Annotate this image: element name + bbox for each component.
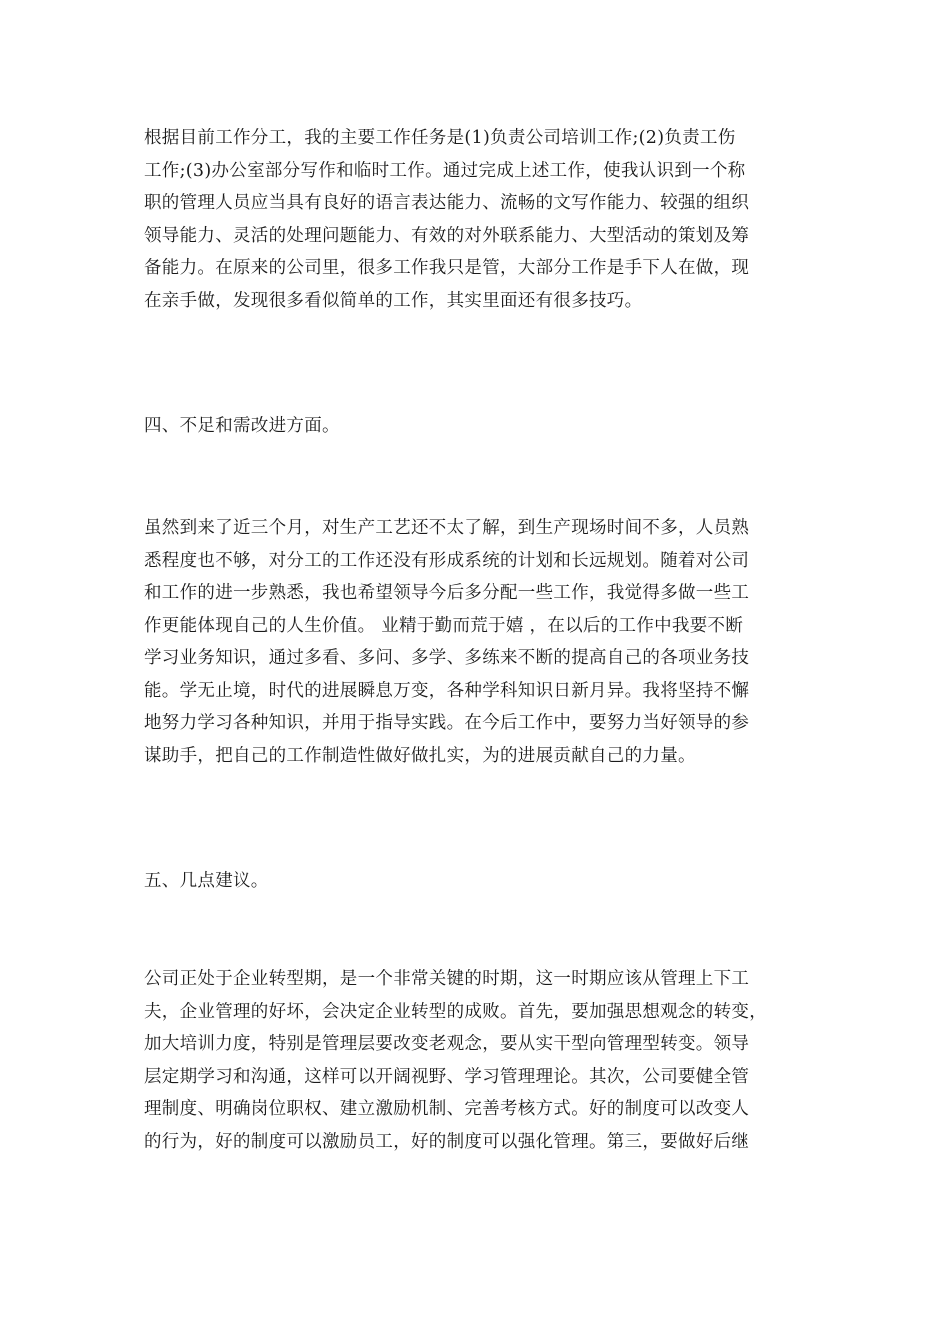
text-line: 根据目前工作分工，我的主要工作任务是(1)负责公司培训工作;(2)负责工伤 bbox=[144, 128, 736, 148]
text-line: 理制度、明确岗位职权、建立激励机制、完善考核方式。好的制度可以改变人 bbox=[144, 1099, 750, 1119]
text-line: 公司正处于企业转型期，是一个非常关键的时期，这一时期应该从管理上下工 bbox=[144, 969, 750, 989]
paragraph-work-tasks bbox=[144, 122, 808, 317]
text-line: 谋助手，把自己的工作制造性做好做扎实，为的进展贡献自己的力量。 bbox=[144, 745, 696, 766]
text-line: 职的管理人员应当具有良好的语言表达能力、流畅的文写作能力、较强的组织 bbox=[144, 193, 750, 213]
text-line: 在亲手做，发现很多看似简单的工作，其实里面还有很多技巧。 bbox=[144, 290, 643, 311]
text-line: 地努力学习各种知识，并用于指导实践。在今后工作中，要努力当好领导的参 bbox=[144, 713, 750, 733]
text-line: 作更能体现自己的人生价值。 业精于勤而荒于嬉 ，在以后的工作中我要不断 bbox=[144, 615, 744, 636]
section-heading-suggestions: 五、几点建议。 bbox=[144, 871, 269, 891]
text-line: 工作;(3)办公室部分写作和临时工作。通过完成上述工作，使我认识到一个称 bbox=[144, 160, 746, 181]
text-line: 和工作的进一步熟悉，我也希望领导今后多分配一些工作，我觉得多做一些工 bbox=[144, 583, 750, 603]
paragraph-suggestions bbox=[144, 963, 808, 1158]
text-line: 备能力。在原来的公司里，很多工作我只是管，大部分工作是手下人在做，现 bbox=[144, 258, 750, 278]
text-line: 夫，企业管理的好坏，会决定企业转型的成败。首先，要加强思想观念的转变， bbox=[144, 1001, 767, 1022]
text-line: 加大培训力度，特别是管理层要改变老观念，要从实干型向管理型转变。领导 bbox=[144, 1034, 750, 1054]
text-line: 的行为，好的制度可以激励员工，好的制度可以强化管理。第三，要做好后继 bbox=[144, 1131, 750, 1152]
text-line: 虽然到来了近三个月，对生产工艺还不太了解，到生产现场时间不多，人员熟 bbox=[144, 518, 750, 538]
text-line: 学习业务知识，通过多看、多问、多学、多练来不断的提高自己的各项业务技 bbox=[144, 648, 750, 668]
text-line: 悉程度也不够，对分工的工作还没有形成系统的计划和长远规划。随着对公司 bbox=[144, 550, 750, 571]
section-heading-shortcomings: 四、不足和需改进方面。 bbox=[144, 416, 340, 436]
paragraph-shortcomings bbox=[144, 512, 808, 772]
text-line: 能。学无止境，时代的进展瞬息万变，各种学科知识日新月异。我将坚持不懈 bbox=[144, 680, 750, 701]
text-line: 领导能力、灵活的处理问题能力、有效的对外联系能力、大型活动的策划及筹 bbox=[144, 225, 750, 246]
text-line: 层定期学习和沟通，这样可以开阔视野、学习管理理论。其次，公司要健全管 bbox=[144, 1066, 750, 1087]
